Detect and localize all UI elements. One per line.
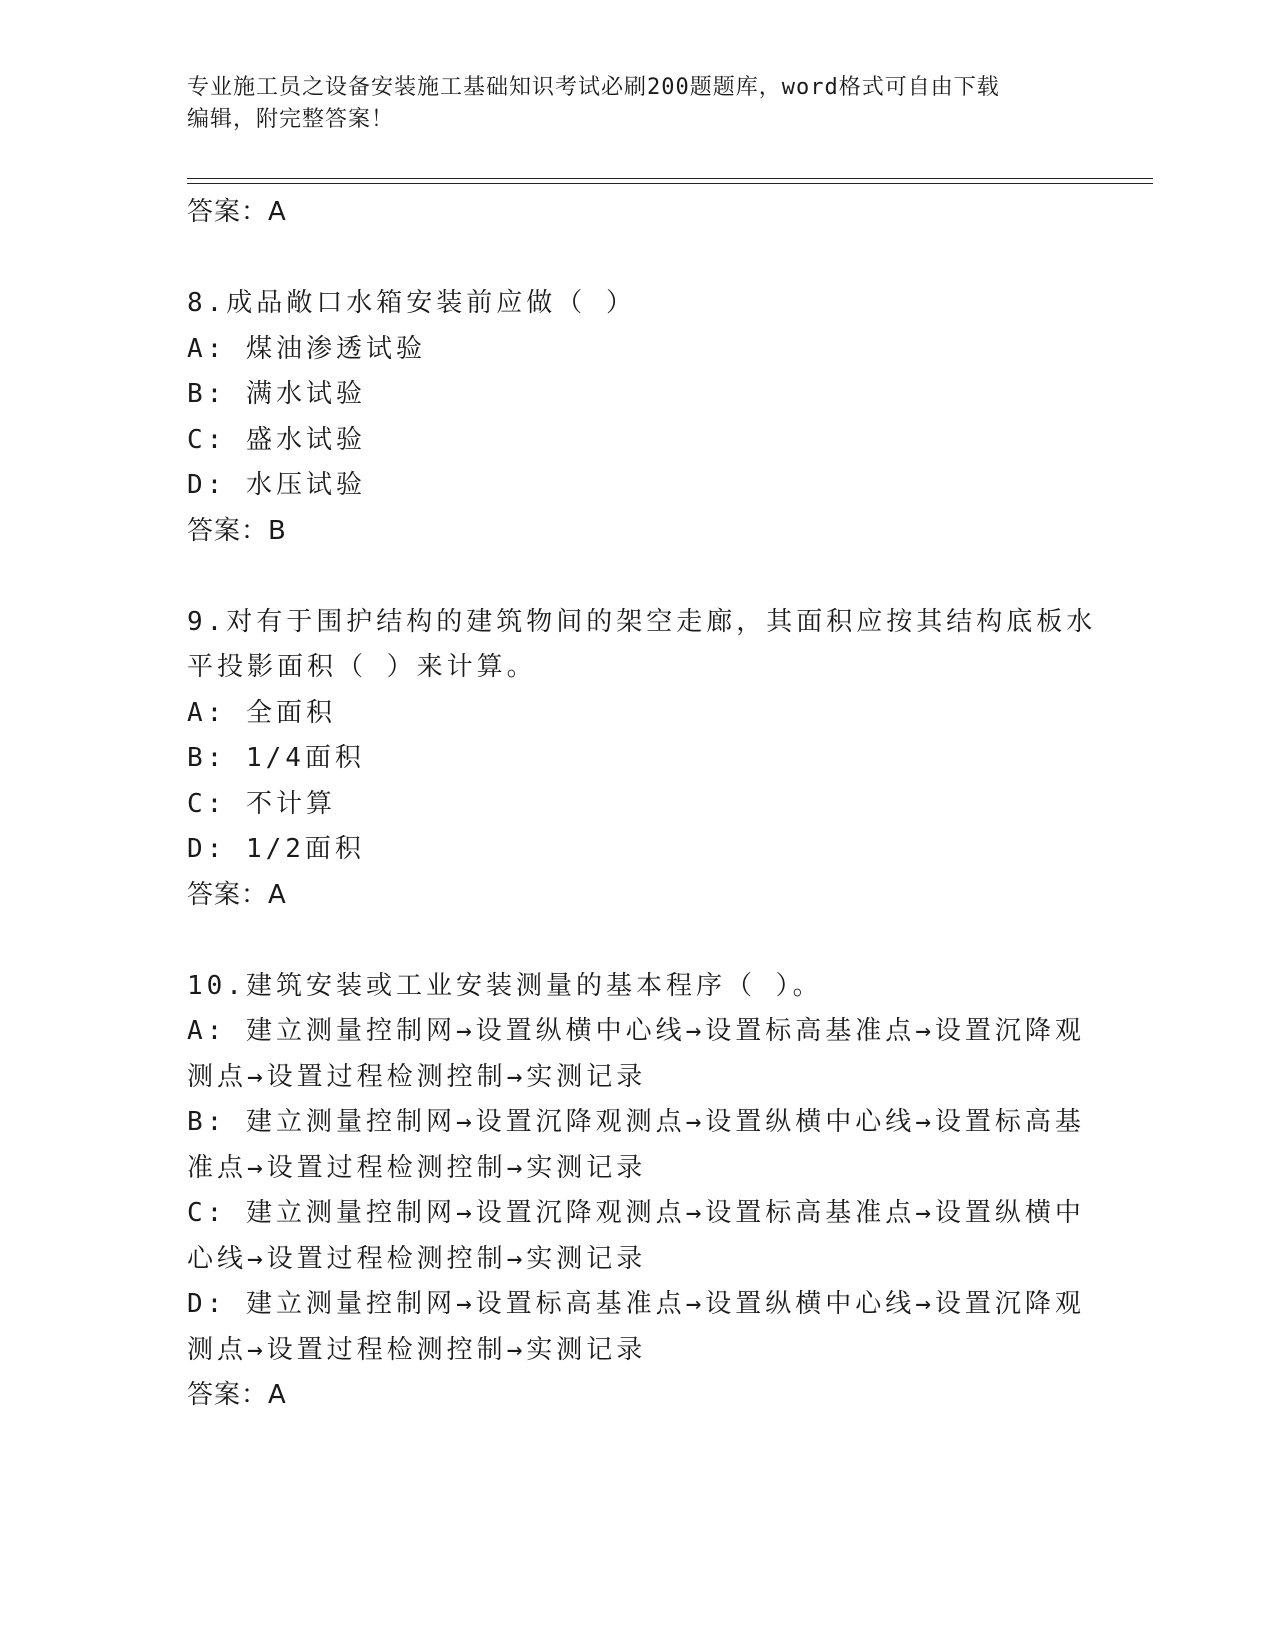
question-8-option-b: B: 满水试验 — [187, 379, 366, 409]
question-8-option-a: A: 煤油渗透试验 — [187, 333, 426, 364]
question-9 — [187, 600, 1097, 919]
question-10-option-a-line-2: 测点→设置过程检测控制→实测记录 — [187, 1061, 647, 1092]
question-10 — [187, 964, 1087, 1419]
question-9-answer: 答案：A — [187, 879, 287, 910]
header-divider-top — [187, 178, 1153, 179]
question-8-option-d: D: 水压试验 — [187, 470, 366, 500]
question-10-option-b-line-2: 准点→设置过程检测控制→实测记录 — [187, 1152, 647, 1183]
question-10-stem: 10.建筑安装或工业安装测量的基本程序（ ）。 — [187, 970, 823, 1001]
question-10-option-a-line-1: A: 建立测量控制网→设置纵横中心线→设置标高基准点→设置沉降观 — [187, 1016, 1085, 1046]
question-10-option-c-line-2: 心线→设置过程检测控制→实测记录 — [187, 1243, 647, 1274]
spacer — [187, 554, 1087, 600]
question-8-answer: 答案：B — [187, 515, 287, 546]
question-9-option-d: D: 1/2面积 — [187, 834, 365, 864]
header-divider-bottom — [187, 183, 1153, 184]
question-9-option-a: A: 全面积 — [187, 697, 336, 728]
question-8-option-c: C: 盛水试验 — [187, 424, 366, 455]
document-header — [187, 72, 1067, 136]
previous-answer: 答案：A — [187, 197, 287, 227]
question-10-option-d-line-2: 测点→设置过程检测控制→实测记录 — [187, 1334, 647, 1365]
question-8-stem: 8.成品敞口水箱安装前应做（ ） — [187, 288, 636, 318]
question-9-option-c: C: 不计算 — [187, 788, 336, 819]
header-title-line-2: 编辑，附完整答案！ — [187, 107, 395, 132]
question-9-stem-line-2: 平投影面积（ ）来计算。 — [187, 652, 537, 682]
question-10-option-c-line-1: C: 建立测量控制网→设置沉降观测点→设置标高基准点→设置纵横中 — [187, 1198, 1085, 1228]
question-8 — [187, 281, 1087, 554]
question-10-option-d-line-1: D: 建立测量控制网→设置标高基准点→设置纵横中心线→设置沉降观 — [187, 1289, 1085, 1319]
question-9-stem-line-1: 9.对有于围护结构的建筑物间的架空走廊，其面积应按其结构底板水 — [187, 606, 1097, 637]
question-9-option-b: B: 1/4面积 — [187, 743, 365, 773]
spacer — [187, 236, 1087, 282]
question-10-option-b-line-1: B: 建立测量控制网→设置沉降观测点→设置纵横中心线→设置标高基 — [187, 1107, 1085, 1137]
header-title-line-1: 专业施工员之设备安装施工基础知识考试必刷200题题库，word格式可自由下载 — [187, 75, 1000, 100]
spacer — [187, 918, 1087, 964]
question-10-answer: 答案：A — [187, 1380, 287, 1410]
question-list — [187, 190, 1097, 1419]
